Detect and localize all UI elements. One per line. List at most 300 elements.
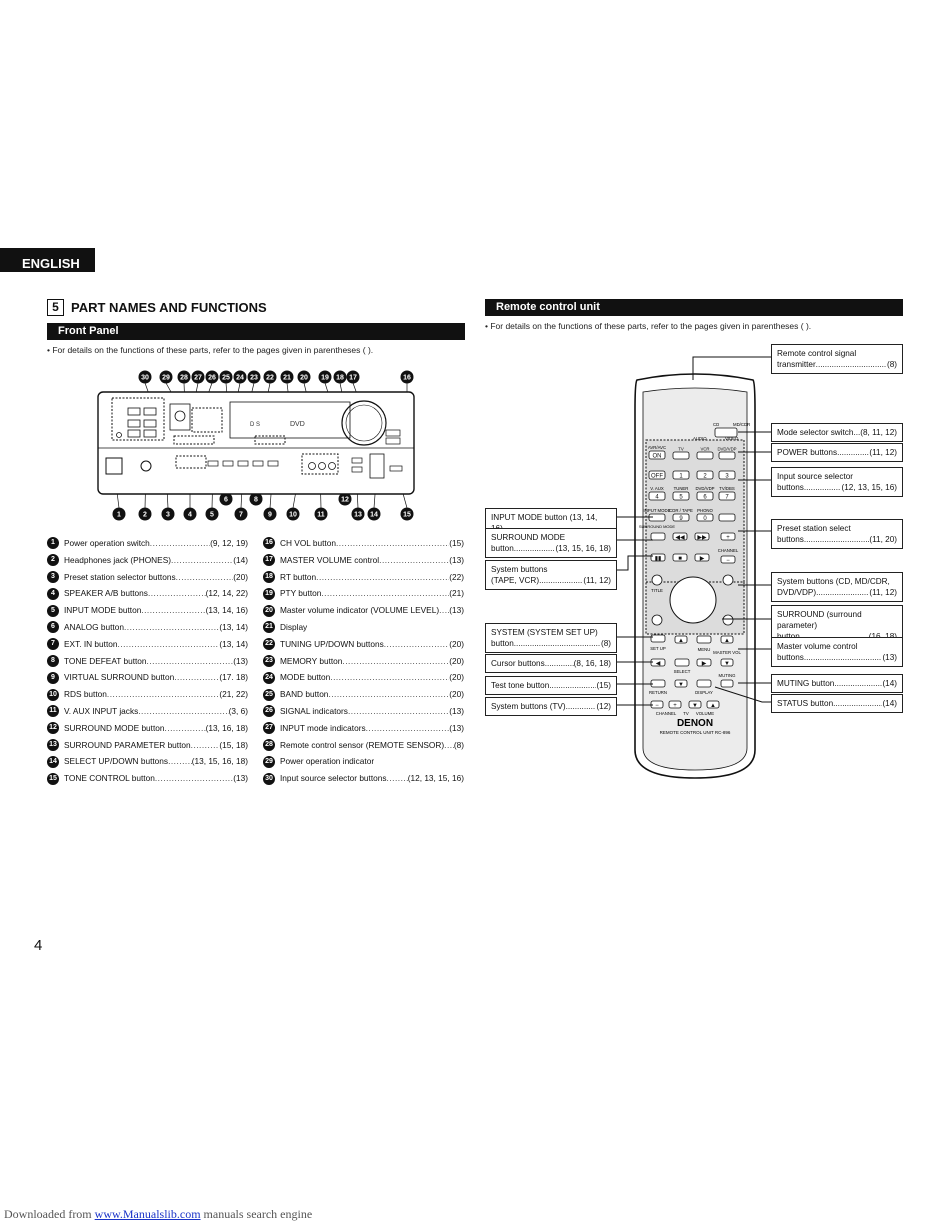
remote-brand: DENON (676, 718, 714, 729)
remote-callout-sys-setup (485, 623, 617, 653)
part-pages: (13) (449, 554, 464, 565)
part-label (280, 585, 464, 602)
callout-pages: (14) (882, 699, 897, 708)
part-pages: (13, 14) (219, 638, 248, 649)
remote-callout-input-src (771, 467, 903, 497)
top-callout-label: 29 (162, 374, 170, 382)
section-heading (47, 299, 267, 316)
remote-callout-preset (771, 519, 903, 549)
tuner-label: TUNER (673, 486, 689, 491)
part-pages: (13) (449, 722, 464, 733)
remote-callout-sys-tv (485, 697, 617, 716)
part-item (263, 703, 464, 720)
select-button (675, 659, 689, 666)
top-callout-label: 18 (336, 374, 344, 382)
remote-callout-mode-sel (771, 423, 903, 442)
callout-pages: (14) (882, 679, 897, 688)
tv-channel-up-button-label: + (673, 703, 677, 709)
part-label (280, 686, 464, 703)
dvd-vdp-label: DVD/VDP (695, 486, 715, 491)
ffwd-button-label: ▶▶ (697, 535, 707, 541)
part-pages: (8) (453, 739, 464, 750)
cursor-up-button-label: ▲ (678, 638, 684, 644)
key-7-label: 7 (725, 494, 729, 501)
callout-line1: Test tone button (491, 681, 550, 690)
part-number: 30 (263, 773, 275, 785)
key-plus10 (719, 514, 735, 521)
callout-line2: buttons (777, 483, 804, 492)
callout-pages: (12, 13, 15, 16) (841, 483, 897, 492)
callout-pages: (11, 12) (583, 576, 611, 585)
part-item (263, 669, 464, 686)
bottom-callout-label: 8 (254, 496, 258, 504)
part-pages: (13) (449, 705, 464, 716)
part-number: 15 (47, 773, 59, 785)
key-9-label: 9 (679, 516, 683, 522)
bottom-callout-label: 4 (188, 511, 192, 519)
part-label (280, 770, 464, 787)
remote-callout-status (771, 694, 903, 713)
top-callout-label: 17 (349, 374, 357, 382)
cd-label: CD (713, 422, 720, 427)
footer-prefix: Downloaded from (4, 1207, 95, 1221)
cursor-left-button-label: ◀ (655, 661, 661, 667)
callout-pages: (11, 12) (869, 588, 897, 597)
top-callout-label: 27 (194, 374, 202, 382)
callout-pages: (8, 16, 18) (573, 659, 611, 668)
part-label (64, 569, 248, 586)
part-label (280, 535, 464, 552)
part-pages: (13) (233, 655, 248, 666)
part-name: CH VOL button (280, 538, 336, 548)
channel-up-button-label: + (726, 535, 730, 541)
top-callout-label: 30 (141, 374, 149, 382)
part-pages: (15) (449, 538, 464, 548)
part-item (47, 753, 248, 770)
top-callout-label: 25 (222, 374, 230, 382)
remote-callout-sys-tape (485, 560, 617, 590)
part-name: Display (280, 621, 308, 632)
key-5-label: 5 (679, 494, 683, 501)
part-label (64, 602, 248, 619)
top-callout-label: 22 (266, 374, 274, 382)
part-pages: (13, 15, 16, 18) (191, 756, 248, 767)
title-button (652, 575, 662, 585)
callout-line1: Input source selector (777, 472, 854, 481)
callout-line1: INPUT MODE button (13, 14, (491, 513, 598, 522)
part-number: 29 (263, 756, 275, 768)
select-label: SELECT (673, 669, 691, 674)
part-number: 7 (47, 638, 59, 650)
part-item (263, 753, 464, 770)
part-number: 18 (263, 571, 275, 583)
part-item (263, 653, 464, 670)
part-item (47, 535, 248, 552)
bottom-callout-label: 7 (239, 511, 243, 519)
receiver-body (98, 392, 414, 494)
part-label (64, 770, 248, 787)
remote-callout-surr-mode (485, 528, 617, 558)
part-number: 1 (47, 537, 59, 549)
tv-volume-down-button-label: ▼ (692, 703, 698, 709)
part-item (263, 686, 464, 703)
part-label (64, 636, 248, 653)
dvd-power-button-label: DVD/VDP (717, 446, 737, 452)
top-callout-label: 19 (321, 374, 329, 382)
callout-line1: MUTING button (777, 679, 835, 688)
part-item (47, 669, 248, 686)
bottom-callout-label: 6 (224, 496, 228, 504)
part-name: EXT. IN button (64, 638, 118, 649)
remote-callout-master-vol (771, 637, 903, 667)
part-item (263, 535, 464, 552)
part-pages: (13) (449, 605, 464, 616)
part-label (280, 602, 464, 619)
key-1-label: 1 (679, 473, 683, 480)
callout-line1: SURROUND (surround parameter) (777, 610, 862, 630)
v-aux-label: V. AUX (650, 486, 664, 491)
bottom-callout-label: 10 (289, 511, 297, 519)
part-item (47, 770, 248, 787)
part-item (263, 602, 464, 619)
callout-pages: (15) (596, 681, 611, 690)
part-pages: (20) (449, 638, 464, 649)
part-pages: (21, 22) (219, 689, 248, 700)
manualslib-link[interactable]: www.Manualslib.com (94, 1207, 201, 1221)
bottom-callout-label: 3 (166, 511, 170, 519)
surround-mode-label: SURROUND MODE (638, 524, 676, 529)
callout-line1: Master volume control (777, 642, 858, 651)
part-name: BAND button (280, 689, 329, 700)
return-label: RETURN (649, 690, 667, 695)
part-item (47, 602, 248, 619)
part-item (263, 619, 464, 636)
part-item (47, 703, 248, 720)
part-item (263, 636, 464, 653)
input-mode-button (649, 514, 665, 521)
callout-line1: Cursor buttons (491, 659, 545, 668)
top-callout-label: 26 (208, 374, 216, 382)
remote-diagram (615, 370, 775, 785)
key-3-label: 3 (725, 473, 729, 480)
part-name: INPUT MODE button (64, 605, 142, 616)
callout-line2: buttons (777, 653, 804, 662)
part-number: 16 (263, 537, 275, 549)
part-label (64, 753, 248, 770)
part-item (263, 770, 464, 787)
tv-channel-down-button-label: − (655, 703, 659, 709)
part-pages: (15, 18) (219, 739, 248, 750)
part-pages: (14) (233, 554, 248, 565)
language-tab: ENGLISH (0, 248, 95, 272)
part-name: SURROUND PARAMETER button (64, 739, 191, 750)
part-label (64, 653, 248, 670)
callout-line2: DVD/VDP) (777, 588, 817, 597)
channel-label: CHANNEL (717, 548, 739, 553)
part-label (280, 737, 464, 754)
part-name: SPEAKER A/B buttons (64, 588, 148, 599)
part-number: 10 (47, 689, 59, 701)
key-2-label: 2 (703, 473, 707, 480)
dvd-power-button (719, 452, 735, 459)
remote-note: • For details on the functions of these parts, refer to the pages given in parentheses ( ). (485, 321, 812, 331)
part-label (280, 703, 464, 720)
section-title: PART NAMES AND FUNCTIONS (71, 300, 267, 315)
part-label (280, 669, 464, 686)
part-name: TONE DEFEAT button (64, 655, 147, 666)
part-number: 14 (47, 756, 59, 768)
phono-label: PHONO (697, 508, 713, 513)
part-label (64, 686, 248, 703)
top-callout-label: 21 (283, 374, 291, 382)
front-panel-note: • For details on the functions of these parts, refer to the pages given in parentheses ( ). (47, 345, 374, 355)
callout-line1: System buttons (TV) (491, 702, 566, 711)
part-pages: (13, 14, 16) (205, 605, 248, 616)
part-number: 4 (47, 588, 59, 600)
callout-pages: (11, 12) (869, 448, 897, 457)
part-number: 13 (47, 739, 59, 751)
volume-label: VOLUME (695, 711, 715, 716)
callout-line1: Mode selector switch (777, 428, 854, 437)
top-callout-label: 20 (300, 374, 308, 382)
callout-line2: buttons (777, 535, 804, 544)
svg-text:D S: D S (250, 422, 261, 428)
part-name: VIRTUAL SURROUND button (64, 672, 175, 683)
part-pages: (13, 14) (219, 621, 248, 632)
master-vol-label: MASTER VOL (713, 650, 741, 655)
part-number: 19 (263, 588, 275, 600)
play-button-label: ▶ (699, 556, 705, 562)
part-number: 2 (47, 554, 59, 566)
part-number: 12 (47, 722, 59, 734)
remote-heading: Remote control unit (485, 299, 903, 316)
part-pages: (13, 16, 18) (205, 722, 248, 733)
remote-callout-muting (771, 674, 903, 693)
tv-volume-up-button-label: ▲ (710, 703, 716, 709)
cdr-tape-label: CDR / TAPE (669, 508, 693, 513)
title-label: TITLE (651, 588, 663, 593)
audio-label: AUDIO (693, 436, 707, 441)
part-item (47, 720, 248, 737)
part-label (64, 552, 248, 569)
part-name: Preset station selector buttons (64, 571, 176, 582)
video-label: VIDEO (725, 436, 739, 441)
part-pages: (12, 14, 22) (205, 588, 248, 599)
callout-pages: (8) (600, 639, 611, 648)
key-6-label: 6 (703, 494, 707, 501)
part-item (47, 569, 248, 586)
part-item (263, 552, 464, 569)
part-pages: (21) (449, 588, 464, 599)
muting-button (721, 680, 733, 687)
remote-callout-signal (771, 344, 903, 374)
callout-pages: (8) (886, 360, 897, 369)
part-number: 22 (263, 638, 275, 650)
part-item (47, 619, 248, 636)
part-label (280, 653, 464, 670)
callout-pages: .(8, 11, 12) (858, 428, 897, 437)
part-name: MEMORY button (280, 655, 343, 666)
surround-param-button (697, 636, 711, 643)
front-panel-heading: Front Panel (47, 323, 465, 340)
part-pages: (3, 6) (228, 705, 248, 716)
test-tone-button (651, 680, 665, 687)
remote-callout-sys-cd (771, 572, 903, 602)
vcr-power-button-label: VCR (700, 446, 710, 452)
part-item (263, 737, 464, 754)
part-label (280, 569, 464, 586)
part-name: Input source selector buttons (280, 773, 387, 784)
part-number: 21 (263, 621, 275, 633)
part-label (280, 552, 464, 569)
bottom-callout-label: 15 (403, 511, 411, 519)
callout-line1: System buttons (CD, MD/CDR, (777, 577, 890, 586)
part-item (263, 569, 464, 586)
bottom-callout-label: 11 (317, 511, 325, 519)
tv-label: TV (683, 711, 689, 716)
surround-mode-button (651, 533, 665, 540)
callout-line2: transmitter (777, 360, 816, 369)
part-number: 6 (47, 621, 59, 633)
part-label (64, 535, 248, 552)
bottom-callout-label: 13 (354, 511, 362, 519)
part-pages: (22) (449, 571, 464, 582)
bottom-callout-label: 12 (341, 496, 349, 504)
parts-list-left (47, 535, 248, 787)
tv-power-button-label: TV (678, 446, 684, 452)
part-number: 5 (47, 605, 59, 617)
part-label (280, 720, 464, 737)
parts-list-right (263, 535, 464, 787)
menu-button (723, 575, 733, 585)
part-number: 9 (47, 672, 59, 684)
skip-back-button (652, 615, 662, 625)
part-pages: (12, 13, 15, 16) (407, 773, 464, 784)
display-label: DISPLAY (695, 690, 713, 695)
part-pages: (17. 18) (219, 672, 248, 683)
part-label (64, 737, 248, 754)
rewind-button-label: ◀◀ (675, 535, 685, 541)
part-number: 24 (263, 672, 275, 684)
input-mode-label: INPUT MODE (643, 508, 671, 513)
part-label (64, 585, 248, 602)
callout-line1: POWER buttons (777, 448, 838, 457)
part-item (263, 585, 464, 602)
md-cdr-label: MD/CDR (733, 422, 751, 427)
part-pages: (20) (449, 672, 464, 683)
off-button-label: OFF (651, 473, 663, 480)
part-number: 8 (47, 655, 59, 667)
callout-line1: SYSTEM (SYSTEM SET UP) (491, 628, 598, 637)
skip-fwd-button (723, 615, 733, 625)
system-setup-button (651, 635, 665, 642)
part-item (47, 552, 248, 569)
part-item (263, 720, 464, 737)
muting-label: MUTING (718, 673, 736, 678)
cursor-right-button-label: ▶ (701, 661, 707, 667)
callout-line2: button (491, 544, 514, 553)
callout-line1: SURROUND MODE (491, 533, 566, 542)
callout-pages: (13) (882, 653, 897, 662)
master-vol-down-button-label: ▼ (724, 661, 730, 667)
part-name: ANALOG button (64, 621, 124, 632)
remote-callout-power (771, 443, 903, 462)
part-number: 3 (47, 571, 59, 583)
remote-callout-test-tone (485, 676, 617, 695)
avr-avc-label: AVR/AVC (647, 445, 667, 450)
part-name: TUNING UP/DOWN buttons (280, 638, 384, 649)
part-name: MASTER VOLUME control (280, 554, 380, 565)
tv-dbs-label: TV/DBS (719, 486, 735, 491)
callout-line2: (TAPE, VCR) (491, 576, 540, 585)
vcr-power-button (697, 452, 713, 459)
part-number: 11 (47, 705, 59, 717)
part-name: MODE button (280, 672, 331, 683)
callout-pages: (12) (596, 702, 611, 711)
bottom-callout-label: 1 (117, 511, 121, 519)
part-item (47, 636, 248, 653)
part-label (280, 753, 464, 770)
remote-model: REMOTE CONTROL UNIT RC-896 (659, 730, 731, 735)
key-4-label: 4 (655, 494, 659, 501)
top-callout-label: 16 (403, 374, 411, 382)
channel-down-button-label: − (726, 558, 730, 564)
callout-pages: (11, 20) (869, 535, 897, 544)
top-callout-label: 23 (250, 374, 258, 382)
callout-line1: Preset station select (777, 524, 851, 533)
status-button (697, 680, 711, 687)
part-name: Remote control sensor (REMOTE SENSOR) (280, 739, 445, 750)
part-pages: (9, 12, 19) (210, 538, 248, 548)
bottom-callout-label: 9 (268, 511, 272, 519)
top-callout-label: 24 (236, 374, 244, 382)
part-name: Power operation switch (64, 538, 150, 548)
part-label (64, 619, 248, 636)
part-name: TONE CONTROL button (64, 773, 155, 784)
part-number: 20 (263, 605, 275, 617)
part-item (47, 686, 248, 703)
part-number: 27 (263, 722, 275, 734)
part-number: 17 (263, 554, 275, 566)
bottom-callout-label: 5 (210, 511, 214, 519)
part-name: V. AUX INPUT jacks (64, 705, 139, 716)
part-number: 26 (263, 705, 275, 717)
channel-tv-label: CHANNEL (655, 711, 677, 716)
part-pages: (20) (449, 689, 464, 700)
part-label (64, 703, 248, 720)
on-button-label: ON (652, 453, 662, 460)
master-vol-up-button-label: ▲ (724, 638, 730, 644)
section-number: 5 (47, 299, 64, 316)
part-name: SURROUND MODE button (64, 722, 165, 733)
top-callout-label: 28 (180, 374, 188, 382)
front-panel-diagram (90, 368, 430, 524)
part-name: PTY button (280, 588, 322, 599)
part-pages: (13) (233, 773, 248, 784)
part-label (280, 636, 464, 653)
set-up-label: SET UP (650, 646, 666, 651)
callout-line1: STATUS button (777, 699, 834, 708)
tv-power-button (673, 452, 689, 459)
svg-text:DVD: DVD (290, 421, 305, 428)
footer-suffix: manuals search engine (200, 1207, 313, 1221)
part-name: RDS button (64, 689, 107, 700)
stop-button-label: ■ (678, 556, 682, 562)
part-name: SIGNAL indicators (280, 705, 348, 716)
part-number: 23 (263, 655, 275, 667)
remote-callout-cursor (485, 654, 617, 673)
cursor-down-button-label: ▼ (678, 682, 684, 688)
